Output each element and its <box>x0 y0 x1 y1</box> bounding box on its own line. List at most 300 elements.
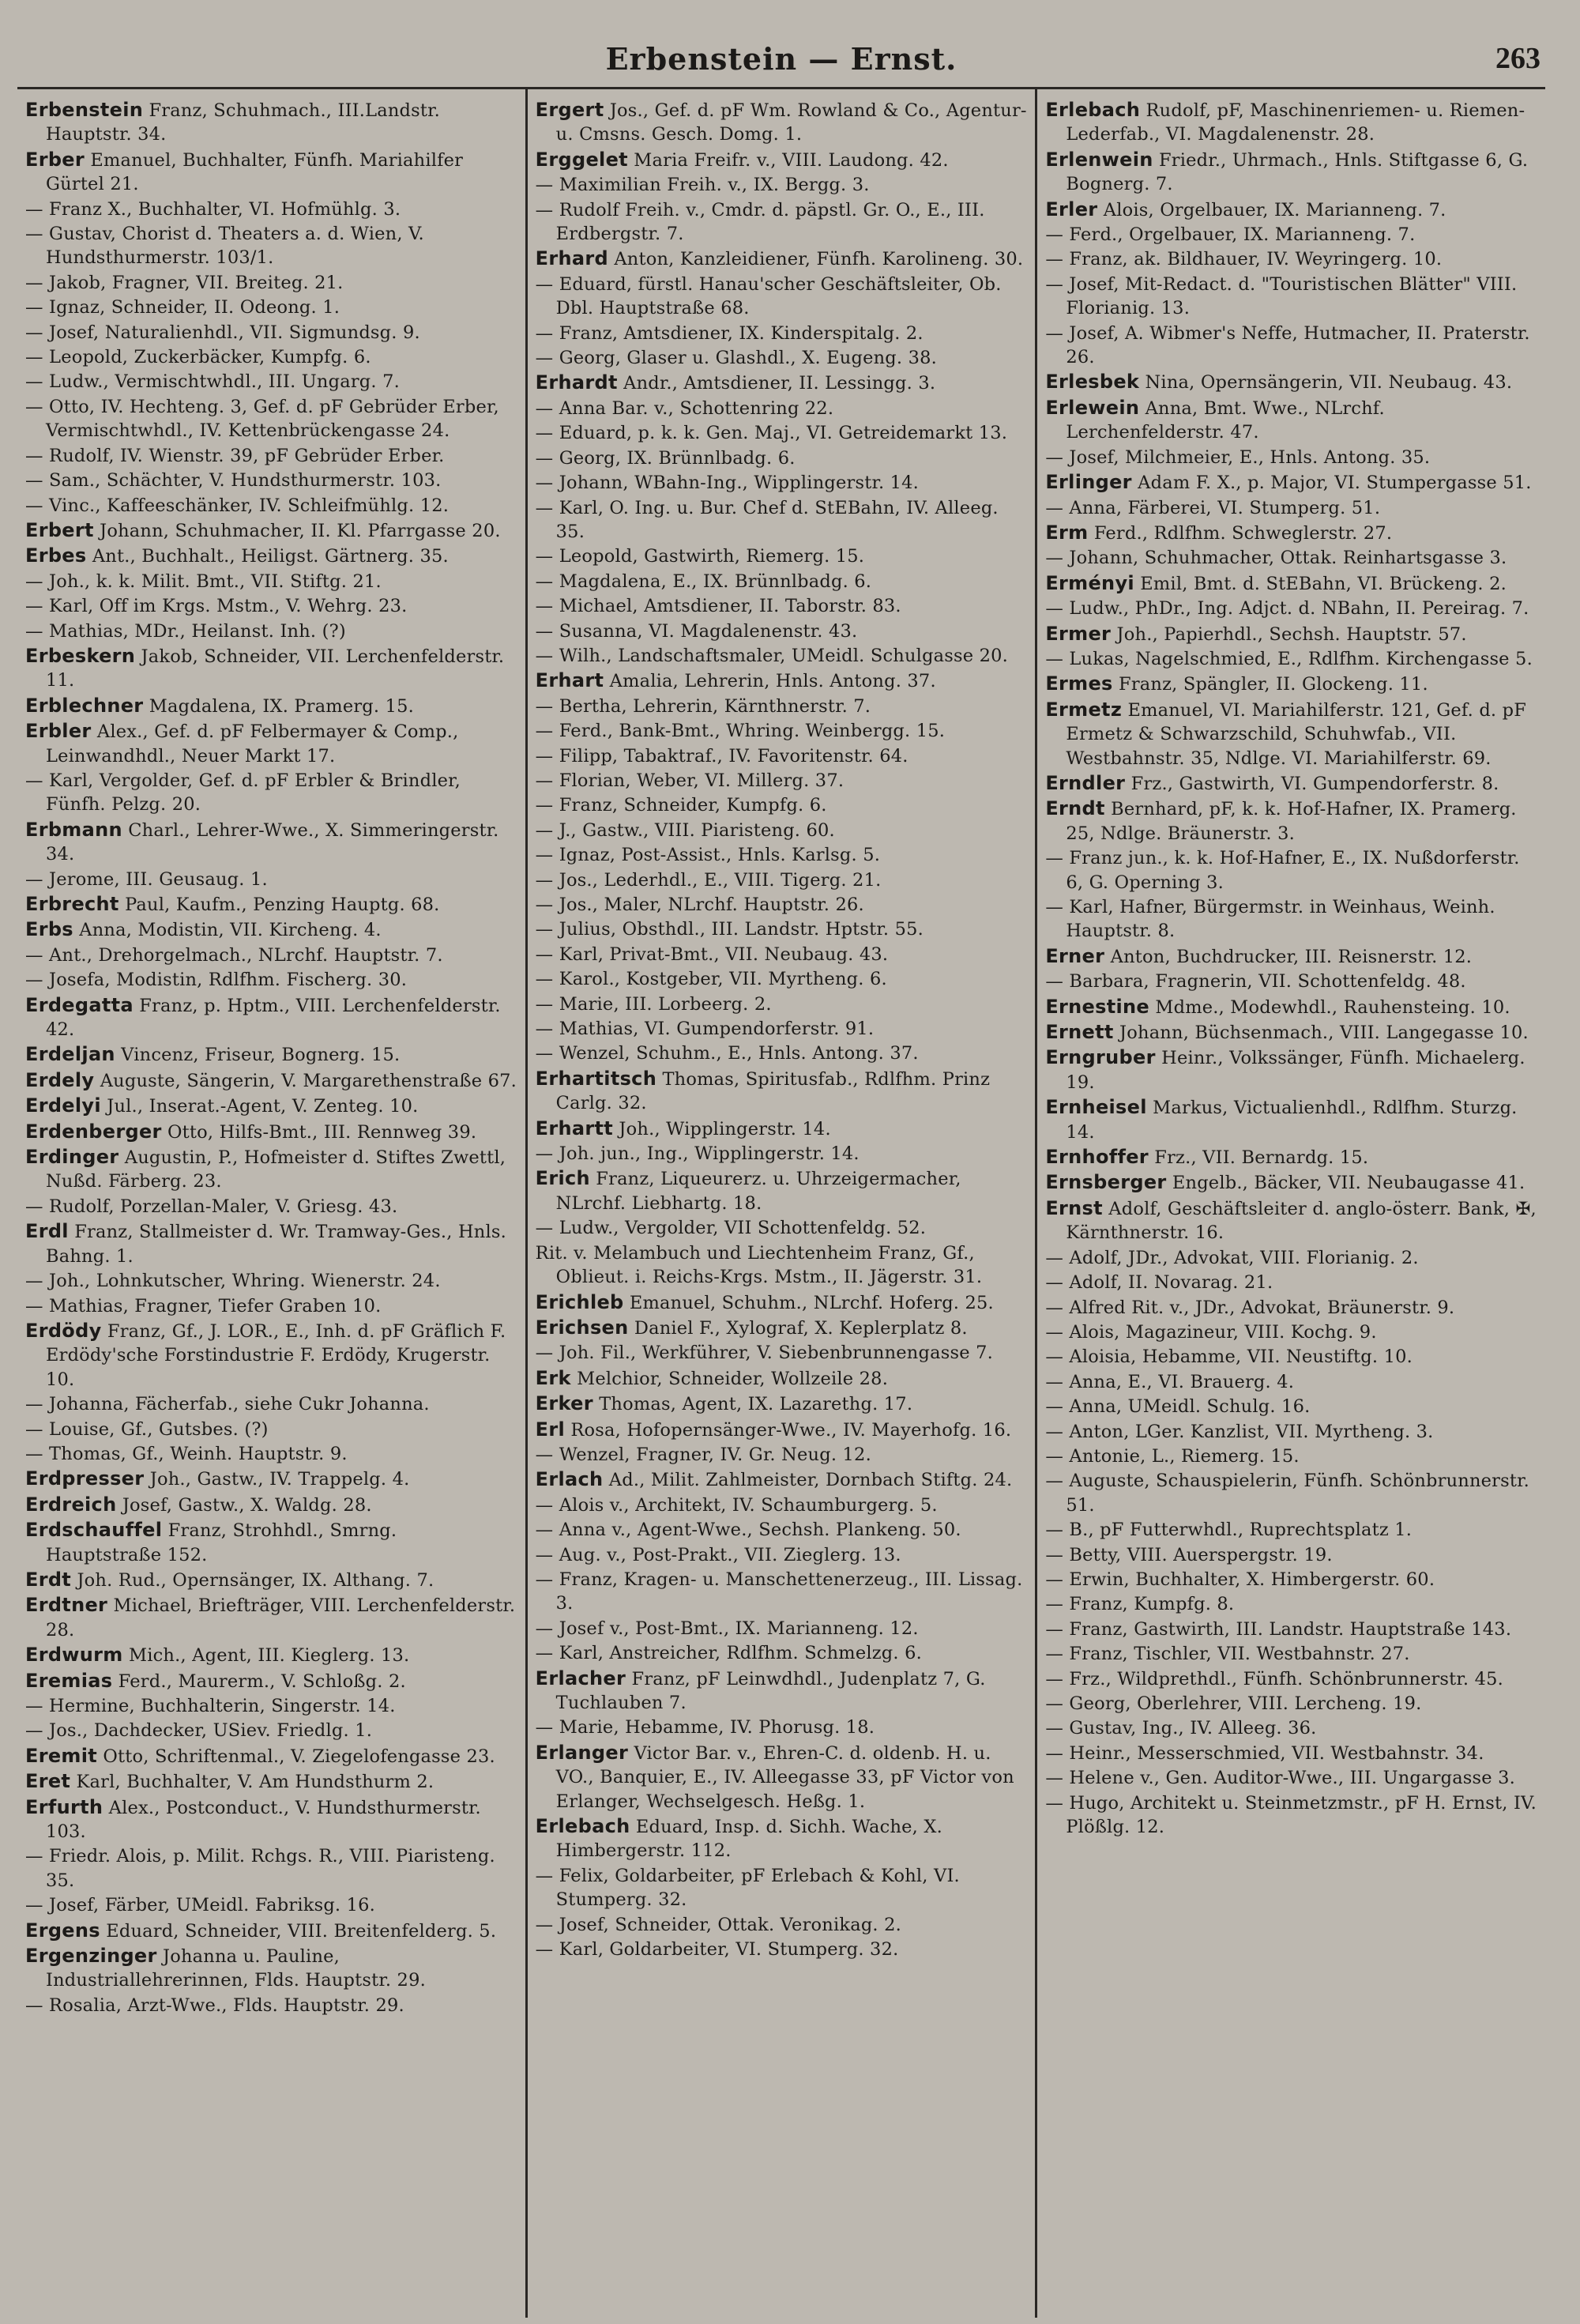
directory-entry <box>536 1741 1028 1814</box>
directory-entry <box>25 98 517 147</box>
entry-details: Karl, Buchhalter, V. Am Hundsthurm 2. <box>70 1772 434 1793</box>
entry-details: — Franz, Kumpfg. 8. <box>1045 1594 1235 1615</box>
entry-details: — Michael, Amtsdiener, II. Taborstr. 83. <box>535 596 901 617</box>
entry-details: — Josef, A. Wibmer's Neffe, Hutmacher, II. Praterstr. 26. <box>1045 322 1530 368</box>
directory-entry <box>536 643 1028 668</box>
directory-columns <box>17 89 1545 2318</box>
entry-details: — Mathias, MDr., Heilanst. Inh. (?) <box>25 620 346 642</box>
entry-details: — Georg, Oberlehrer, VIII. Lercheng. 19. <box>1045 1693 1422 1714</box>
directory-entry <box>536 1166 1028 1215</box>
directory-entry <box>25 1042 517 1067</box>
entry-details: Ad., Milit. Zahlmeister, Dornbach Stiftg. 24. <box>603 1470 1013 1491</box>
entry-surname: Erdely <box>25 1068 95 1091</box>
directory-entry <box>25 1268 517 1293</box>
directory-entry <box>536 1290 1028 1315</box>
entry-details: — Mathias, VI. Gumpendorferstr. 91. <box>535 1019 875 1040</box>
directory-entry <box>25 818 517 867</box>
directory-entry <box>536 470 1028 495</box>
directory-entry <box>1045 1444 1537 1468</box>
directory-entry <box>25 295 517 319</box>
entry-details: — Karl, Hafner, Bürgermstr. in Weinhaus, Weinh. Hauptstr. 8. <box>1045 897 1495 942</box>
directory-entry <box>1045 1270 1537 1294</box>
entry-details: — Lukas, Nagelschmied, E., Rdlfhm. Kirchengasse 5. <box>1045 648 1533 669</box>
directory-entry <box>25 768 517 817</box>
entry-details: — Joh., Lohnkutscher, Whring. Wienerstr. 24. <box>25 1271 441 1292</box>
entry-details: — Jos., Dachdecker, USiev. Friedlg. 1. <box>25 1720 373 1742</box>
directory-entry <box>536 768 1028 793</box>
entry-details: — Wilh., Landschaftsmaler, UMeidl. Schulgasse 20. <box>535 645 1009 666</box>
entry-details: Maria Freifr. v., VIII. Laudong. 42. <box>627 149 949 171</box>
entry-details: — Josefa, Modistin, Rdlfhm. Fischerg. 30. <box>25 970 408 991</box>
directory-entry <box>1045 198 1537 222</box>
directory-entry <box>536 1493 1028 1517</box>
directory-entry <box>536 198 1028 247</box>
entry-details: Anna, Bmt. Wwe., NLrchf. Lerchenfelderstr. 47. <box>1066 397 1385 443</box>
entry-details: Alex., Gef. d. pF Felbermayer & Comp., Leinwandhdl., Neuer Markt 17. <box>46 721 459 767</box>
directory-entry <box>1045 1567 1537 1591</box>
entry-details: — Helene v., Gen. Auditor-Wwe., III. Ungargasse 3. <box>1045 1768 1516 1789</box>
directory-entry <box>25 1294 517 1318</box>
directory-entry <box>25 1392 517 1416</box>
entry-details: — Ludw., Vermischtwhdl., III. Ungarg. 7. <box>25 371 400 393</box>
entry-details: — Anna, E., VI. Brauerg. 4. <box>1045 1371 1295 1392</box>
entry-surname: Erbmann <box>25 818 122 841</box>
entry-details: Markus, Victualienhdl., Rdlfhm. Sturzg. 14. <box>1066 1098 1518 1143</box>
directory-entry <box>1045 1691 1537 1716</box>
directory-entry <box>1045 222 1537 247</box>
entry-details: — Josef, Milchmeier, E., Hnls. Antong. 35. <box>1045 446 1431 468</box>
directory-entry <box>536 172 1028 197</box>
entry-details: Johann, Schuhmacher, II. Kl. Pfarrgasse 20. <box>93 520 501 541</box>
directory-entry <box>536 718 1028 743</box>
directory-entry <box>25 1319 517 1392</box>
entry-surname: Erlebach <box>1045 99 1141 121</box>
directory-entry <box>1045 622 1537 646</box>
entry-surname: Ermetz <box>1045 698 1123 721</box>
entry-details: — Eduard, p. k. k. Gen. Maj., VI. Getreidemarkt 13. <box>535 423 1008 444</box>
entry-details: — Adolf, II. Novarag. 21. <box>1045 1272 1273 1294</box>
entry-details: — Georg, Glaser u. Glashdl., X. Eugeng. 38. <box>535 348 937 369</box>
entry-details: Joh. Rud., Opernsänger, IX. Althang. 7. <box>71 1569 434 1591</box>
directory-entry <box>25 967 517 992</box>
entry-details: Anton, Kanzleidiener, Fünfh. Karolineng. 30. <box>608 249 1024 270</box>
directory-entry <box>25 544 517 568</box>
entry-details: Augustin, P., Hofmeister d. Stiftes Zwettl, Nußd. Färberg. 23. <box>46 1147 506 1192</box>
entry-details: Jul., Inserat.-Agent, V. Zenteg. 10. <box>100 1096 419 1117</box>
directory-entry <box>536 793 1028 817</box>
directory-entry <box>1045 1320 1537 1344</box>
directory-entry <box>25 1744 517 1768</box>
entry-surname: Erbeskern <box>25 644 136 667</box>
entry-surname: Erdeljan <box>25 1043 115 1066</box>
entry-details: Michael, Briefträger, VIII. Lerchenfelderstr. 28. <box>46 1595 516 1640</box>
directory-entry <box>25 1493 517 1517</box>
entry-details: — Thomas, Gf., Weinh. Hauptstr. 9. <box>25 1443 348 1464</box>
directory-entry <box>1045 1196 1537 1245</box>
entry-surname: Erdreich <box>25 1493 117 1516</box>
directory-entry <box>25 719 517 768</box>
entry-details: Heinr., Volkssänger, Fünfh. Michaelerg. 19. <box>1066 1048 1525 1093</box>
entry-details: — Karl, Goldarbeiter, VI. Stumperg. 32. <box>535 1939 899 1961</box>
entry-details: — Franz, Gastwirth, III. Landstr. Hauptstraße 143. <box>1045 1618 1512 1640</box>
directory-entry <box>536 694 1028 718</box>
entry-details: Magdalena, IX. Pramerg. 15. <box>143 695 414 717</box>
directory-entry <box>1045 396 1537 445</box>
entry-surname: Erdschauffel <box>25 1519 163 1542</box>
entry-surname: Eremit <box>25 1744 98 1767</box>
entry-details: Adolf, Geschäftsleiter d. anglo-österr. Bank, ✠, Kärnthnerstr. 16. <box>1066 1198 1537 1244</box>
entry-details: Ferd., Rdlfhm. Schweglerstr. 27. <box>1088 522 1393 544</box>
entry-surname: Erngruber <box>1045 1046 1156 1069</box>
entry-details: — Franz X., Buchhalter, VI. Hofmühlg. 3. <box>25 198 401 220</box>
directory-entry <box>25 1467 517 1491</box>
directory-entry <box>536 1937 1028 1961</box>
directory-entry <box>25 917 517 942</box>
entry-details: — Franz, Amtsdiener, IX. Kinderspitalg. 2. <box>535 322 924 344</box>
page-number: 263 <box>1495 42 1540 75</box>
entry-details: — Florian, Weber, VI. Millerg. 37. <box>535 770 845 791</box>
entry-surname: Erdpresser <box>25 1467 145 1490</box>
directory-entry <box>1045 596 1537 620</box>
entry-surname: Erk <box>535 1366 571 1389</box>
directory-entry <box>536 148 1028 172</box>
entry-details: Paul, Kaufm., Penzing Hauptg. 68. <box>118 895 440 915</box>
column-middle <box>525 89 1036 2318</box>
entry-details: — Leopold, Gastwirth, Riemerg. 15. <box>535 546 865 567</box>
entry-surname: Erbrecht <box>25 893 119 915</box>
entry-surname: Erndler <box>1045 771 1126 794</box>
directory-entry <box>25 1593 517 1642</box>
entry-surname: Erlebach <box>535 1815 630 1838</box>
entry-surname: Erdl <box>25 1220 69 1243</box>
entry-details: Ferd., Maurerm., V. Schloßg. 2. <box>112 1670 406 1692</box>
entry-details: Rudolf, pF, Maschinenriemen- u. Riemen-Lederfab., VI. Magdalenenstr. 28. <box>1066 100 1525 145</box>
entry-details: — Adolf, JDr., Advokat, VIII. Florianig. 2. <box>1045 1247 1419 1268</box>
directory-entry <box>1045 1517 1537 1542</box>
directory-entry <box>1045 846 1537 895</box>
column-left <box>17 89 525 2318</box>
entry-details: — Marie, III. Lorbeerg. 2. <box>535 993 772 1015</box>
entry-details: Otto, Schriftenmal., V. Ziegelofengasse 23. <box>97 1746 495 1767</box>
entry-details: — Mathias, Fragner, Tiefer Graben 10. <box>25 1295 382 1316</box>
entry-details: Ant., Buchhalt., Heiligst. Gärtnerg. 35. <box>86 546 449 567</box>
directory-entry <box>1045 571 1537 596</box>
entry-details: — Franz, Kragen- u. Manschettenerzeug., III. Lissag. 3. <box>535 1569 1023 1614</box>
entry-details: Melchior, Schneider, Wollzeile 28. <box>570 1368 889 1389</box>
directory-entry <box>536 1814 1028 1863</box>
directory-entry <box>1045 1617 1537 1641</box>
entry-details: — Josef, Naturalienhdl., VII. Sigmundsg. 9. <box>25 322 420 343</box>
directory-entry <box>536 1316 1028 1340</box>
entry-details: Emanuel, VI. Mariahilferstr. 121, Gef. d. pF Ermetz & Schwarzschild, Schuhwfab., VII. Westbahnstr. 35, Ndlge. VI. Mariahilferstr. 69. <box>1066 699 1527 769</box>
directory-entry <box>536 1418 1028 1442</box>
entry-surname: Erdwurm <box>25 1644 123 1667</box>
directory-entry <box>536 1392 1028 1416</box>
directory-entry <box>536 1715 1028 1739</box>
directory-entry <box>536 446 1028 470</box>
entry-surname: Erményi <box>1045 571 1134 594</box>
directory-entry <box>536 1241 1028 1290</box>
directory-entry <box>25 270 517 295</box>
directory-entry <box>25 221 517 270</box>
directory-entry <box>25 1769 517 1794</box>
entry-details: — Karl, Privat-Bmt., VII. Neubaug. 43. <box>535 944 889 965</box>
entry-details: Mdme., Modewhdl., Rauhensteing. 10. <box>1149 996 1510 1018</box>
directory-entry <box>536 371 1028 395</box>
entry-details: — Wenzel, Fragner, IV. Gr. Neug. 12. <box>535 1444 871 1465</box>
entry-details: — Hugo, Architekt u. Steinmetzmstr., pF H. Ernst, IV. Plößlg. 12. <box>1045 1792 1537 1838</box>
entry-details: — Josef v., Post-Bmt., IX. Marianneng. 12. <box>535 1618 919 1639</box>
directory-entry <box>25 1844 517 1893</box>
entry-details: — Rudolf, IV. Wienstr. 39, pF Gebrüder Erber. <box>25 445 445 466</box>
directory-entry <box>536 544 1028 568</box>
entry-details: — Franz jun., k. k. Hof-Hafner, E., IX. Nußdorferstr. 6, G. Operning 3. <box>1045 848 1520 893</box>
directory-entry <box>25 197 517 221</box>
directory-entry <box>536 966 1028 991</box>
entry-details: — Rudolf Freih. v., Cmdr. d. päpstl. Gr. O., E., III. Erdbergstr. 7. <box>535 199 985 245</box>
entry-details: — Vinc., Kaffeeschänker, IV. Schleifmühlg. 12. <box>25 495 450 516</box>
entry-surname: Erbler <box>25 720 92 743</box>
directory-entry <box>1045 272 1537 321</box>
entry-surname: Erichleb <box>535 1290 624 1313</box>
directory-entry <box>1045 1641 1537 1666</box>
entry-details: — Alois, Magazineur, VIII. Kochg. 9. <box>1045 1321 1377 1343</box>
entry-details: Joh., Gastw., IV. Trappelg. 4. <box>144 1469 410 1490</box>
entry-details: Vincenz, Friseur, Bognerg. 15. <box>115 1045 401 1066</box>
entry-surname: Ergens <box>25 1919 100 1942</box>
directory-entry <box>1045 646 1537 671</box>
entry-details: Franz, Strohhdl., Smrng. Hauptstraße 152. <box>46 1520 397 1565</box>
entry-details: Franz, Schuhmach., III.Landstr. Hauptstr. 34. <box>46 100 440 145</box>
directory-entry <box>536 1542 1028 1567</box>
directory-entry <box>1045 672 1537 696</box>
directory-entry <box>25 694 517 718</box>
directory-entry <box>25 1795 517 1844</box>
entry-surname: Erbenstein <box>25 99 144 121</box>
directory-entry <box>1045 148 1537 197</box>
directory-entry <box>1045 1095 1537 1144</box>
entry-details: — Franz, Schneider, Kumpfg. 6. <box>535 795 827 816</box>
directory-entry <box>1045 1020 1537 1045</box>
entry-surname: Erdtner <box>25 1594 108 1617</box>
entry-details: — Karl, O. Ing. u. Bur. Chef d. StEBahn, IV. Alleeg. 35. <box>535 497 999 542</box>
directory-entry <box>536 569 1028 593</box>
entry-surname: Erndt <box>1045 797 1105 820</box>
entry-details: — Johanna, Fächerfab., siehe Cukr Johanna. <box>25 1394 430 1415</box>
entry-details: Frz., Gastwirth, VI. Gumpendorferstr. 8. <box>1125 773 1499 794</box>
entry-details: — Karl, Anstreicher, Rdlfhm. Schmelzg. 6. <box>535 1643 922 1664</box>
entry-details: — Susanna, VI. Magdalenenstr. 43. <box>535 620 858 642</box>
entry-details: — Barbara, Fragnerin, VII. Schottenfeldg. 48. <box>1045 971 1466 993</box>
entry-details: Charl., Lehrer-Wwe., X. Simmeringerstr. 34. <box>46 819 499 865</box>
entry-details: — Bertha, Lehrerin, Kärnthnerstr. 7. <box>535 695 871 717</box>
entry-details: Franz, Liqueurerz. u. Uhrzeigermacher, NLrchf. Liebhartg. 18. <box>555 1169 961 1214</box>
entry-details: — B., pF Futterwhdl., Ruprechtsplatz 1. <box>1045 1520 1413 1541</box>
directory-entry <box>536 1340 1028 1365</box>
directory-entry <box>1045 1468 1537 1517</box>
directory-entry <box>1045 1591 1537 1616</box>
entry-surname: Erdt <box>25 1568 72 1591</box>
directory-entry <box>25 569 517 593</box>
directory-entry <box>25 1145 517 1194</box>
entry-details: — Ferd., Bank-Bmt., Whring. Weinbergg. 15. <box>535 721 946 742</box>
entry-details: — Alois v., Architekt, IV. Schaumburgerg. 5. <box>535 1494 938 1516</box>
directory-entry <box>25 1068 517 1093</box>
directory-entry <box>1045 470 1537 495</box>
entry-details: Thomas, Agent, IX. Lazarethg. 17. <box>592 1394 913 1415</box>
entry-surname: Ernst <box>1045 1196 1103 1219</box>
entry-details: Franz, Gf., J. LOR., E., Inh. d. pF Gräflich F. Erdödy'sche Forstindustrie F. Erdödy, Krugerstr. 10. <box>46 1320 506 1390</box>
entry-details: — Joh., k. k. Milit. Bmt., VII. Stiftg. 21. <box>25 571 382 592</box>
entry-surname: Erlach <box>535 1468 604 1491</box>
directory-entry <box>1045 1542 1537 1567</box>
directory-entry <box>1045 1369 1537 1394</box>
entry-details: — Josef, Färber, UMeidl. Fabriksg. 16. <box>25 1895 376 1916</box>
entry-details: — Louise, Gf., Gutsbes. (?) <box>25 1418 269 1440</box>
directory-entry <box>1045 771 1537 796</box>
entry-details: — Jerome, III. Geusaug. 1. <box>25 868 268 890</box>
directory-entry <box>25 320 517 345</box>
entry-details: — Ludw., PhDr., Ing. Adjct. d. NBahn, II. Pereirag. 7. <box>1045 598 1529 620</box>
page-header <box>17 41 1545 89</box>
entry-details: Emil, Bmt. d. StEBahn, VI. Brückeng. 2. <box>1134 573 1507 594</box>
directory-entry <box>1045 1394 1537 1418</box>
directory-entry <box>536 1616 1028 1640</box>
directory-entry <box>1045 247 1537 271</box>
directory-entry <box>536 593 1028 618</box>
entry-details: — Wenzel, Schuhm., E., Hnls. Antong. 37. <box>535 1043 919 1064</box>
directory-entry <box>536 669 1028 693</box>
running-title: Erbenstein — Ernst. <box>605 41 957 77</box>
directory-entry <box>536 1863 1028 1912</box>
entry-surname: Ermes <box>1045 672 1113 695</box>
entry-details: — Ignaz, Schneider, II. Odeong. 1. <box>25 297 340 318</box>
entry-surname: Ergert <box>535 99 604 121</box>
directory-entry <box>25 1441 517 1466</box>
entry-details: Mich., Agent, III. Kieglerg. 13. <box>122 1645 410 1667</box>
directory-entry <box>536 892 1028 917</box>
directory-entry <box>536 1016 1028 1041</box>
column-right <box>1035 89 1545 2318</box>
entry-details: — Johann, Schuhmacher, Ottak. Reinhartsgasse 3. <box>1045 548 1507 569</box>
directory-entry <box>1045 445 1537 469</box>
directory-entry <box>1045 1741 1537 1765</box>
directory-entry <box>1045 1245 1537 1270</box>
directory-entry <box>536 1517 1028 1542</box>
entry-details: Eduard, Insp. d. Sichh. Wache, X. Himbergerstr. 112. <box>555 1817 942 1862</box>
entry-surname: Eret <box>25 1770 71 1793</box>
directory-entry <box>536 917 1028 941</box>
directory-entry <box>536 1366 1028 1391</box>
directory-entry <box>1045 1145 1537 1170</box>
entry-details: — Auguste, Schauspielerin, Fünfh. Schönbrunnerstr. 51. <box>1045 1471 1529 1516</box>
entry-surname: Ernheisel <box>1045 1096 1147 1119</box>
directory-entry <box>536 272 1028 321</box>
entry-surname: Erlacher <box>535 1667 626 1689</box>
entry-details: — Georg, IX. Brünnlbadg. 6. <box>535 447 796 469</box>
directory-entry <box>1045 995 1537 1019</box>
directory-entry <box>25 1993 517 2017</box>
entry-details: — Anna Bar. v., Schottenring 22. <box>535 397 834 419</box>
entry-details: — Anna, Färberei, VI. Stumperg. 51. <box>1045 497 1381 518</box>
entry-details: Jos., Gef. d. pF Wm. Rowland & Co., Agentur- u. Cmsns. Gesch. Domg. 1. <box>555 100 1027 145</box>
directory-entry <box>1045 698 1537 770</box>
directory-entry <box>536 992 1028 1016</box>
entry-surname: Erdinger <box>25 1146 119 1169</box>
directory-entry <box>536 1117 1028 1141</box>
entry-surname: Erdenberger <box>25 1120 162 1143</box>
directory-entry <box>1045 1667 1537 1691</box>
entry-details: — Aug. v., Post-Prakt., VII. Zieglerg. 13. <box>535 1544 901 1565</box>
entry-details: — Aloisia, Hebamme, VII. Neustiftg. 10. <box>1045 1347 1413 1368</box>
directory-entry <box>1045 1170 1537 1195</box>
entry-details: — Rudolf, Porzellan-Maler, V. Griesg. 43. <box>25 1196 398 1217</box>
directory-entry <box>25 1643 517 1667</box>
entry-details: — Josef, Mit-Redact. d. "Touristischen Blätter" VIII. Florianig. 13. <box>1045 273 1518 319</box>
directory-entry <box>536 1640 1028 1665</box>
entry-details: — Felix, Goldarbeiter, pF Erlebach & Kohl, VI. Stumperg. 32. <box>535 1865 960 1911</box>
entry-surname: Erhartt <box>535 1117 614 1139</box>
entry-details: Franz, Stallmeister d. Wr. Tramway-Ges., Hnls. Bahng. 1. <box>46 1222 506 1267</box>
entry-surname: Erblechner <box>25 694 144 717</box>
directory-entry <box>536 818 1028 842</box>
entry-details: Rit. v. Melambuch und Liechtenheim Franz, Gf., Oblieut. i. Reichs-Krgs. Mstm., II. Jägerstr. 31. <box>535 1242 983 1288</box>
entry-surname: Erlinger <box>1045 471 1132 494</box>
directory-entry <box>25 468 517 492</box>
entry-details: Anna, Modistin, VII. Kircheng. 4. <box>73 920 382 941</box>
directory-entry <box>1045 98 1537 147</box>
entry-surname: Erm <box>1045 521 1089 544</box>
directory-entry <box>25 394 517 443</box>
directory-entry <box>536 247 1028 271</box>
entry-surname: Erlesbek <box>1045 371 1140 394</box>
entry-details: — Franz, Tischler, VII. Westbahnstr. 27. <box>1045 1644 1410 1665</box>
directory-entry <box>25 1094 517 1118</box>
entry-details: Andr., Amtsdiener, II. Lessingg. 3. <box>617 373 936 394</box>
entry-surname: Erber <box>25 148 85 171</box>
directory-entry <box>536 1442 1028 1467</box>
directory-entry <box>536 98 1028 147</box>
entry-details: — Karl, Vergolder, Gef. d. pF Erbler & Brindler, Fünfh. Pelzg. 20. <box>25 770 461 815</box>
directory-entry <box>536 619 1028 643</box>
directory-entry <box>536 1567 1028 1616</box>
entry-details: — Erwin, Buchhalter, X. Himbergerstr. 60. <box>1045 1569 1435 1590</box>
directory-entry <box>1045 895 1537 944</box>
directory-entry <box>25 518 517 543</box>
directory-entry <box>536 1215 1028 1240</box>
entry-details: — Eduard, fürstl. Hanau'scher Geschäftsleiter, Ob. Dbl. Hauptstraße 68. <box>535 273 1002 319</box>
entry-details: — J., Gastw., VIII. Piaristeng. 60. <box>535 819 835 841</box>
entry-surname: Erfurth <box>25 1795 103 1818</box>
entry-surname: Erbs <box>25 918 73 941</box>
entry-details: — Anna v., Agent-Wwe., Sechsh. Plankeng. 50. <box>535 1520 961 1541</box>
entry-details: Emanuel, Schuhm., NLrchf. Hoferg. 25. <box>623 1292 994 1313</box>
directory-entry <box>25 1669 517 1693</box>
directory-entry <box>25 1693 517 1718</box>
directory-entry <box>1045 1791 1537 1840</box>
directory-entry <box>1045 545 1537 570</box>
directory-entry <box>536 1067 1028 1116</box>
entry-surname: Erdelyi <box>25 1094 101 1117</box>
entry-surname: Erhard <box>535 247 608 270</box>
directory-entry <box>1045 797 1537 846</box>
entry-surname: Erlanger <box>535 1741 629 1764</box>
directory-entry <box>25 1219 517 1268</box>
entry-details: — Jos., Maler, NLrchf. Hauptstr. 26. <box>535 895 864 915</box>
entry-surname: Ernsberger <box>1045 1171 1167 1194</box>
entry-surname: Erl <box>535 1418 566 1441</box>
directory-entry <box>536 1041 1028 1065</box>
